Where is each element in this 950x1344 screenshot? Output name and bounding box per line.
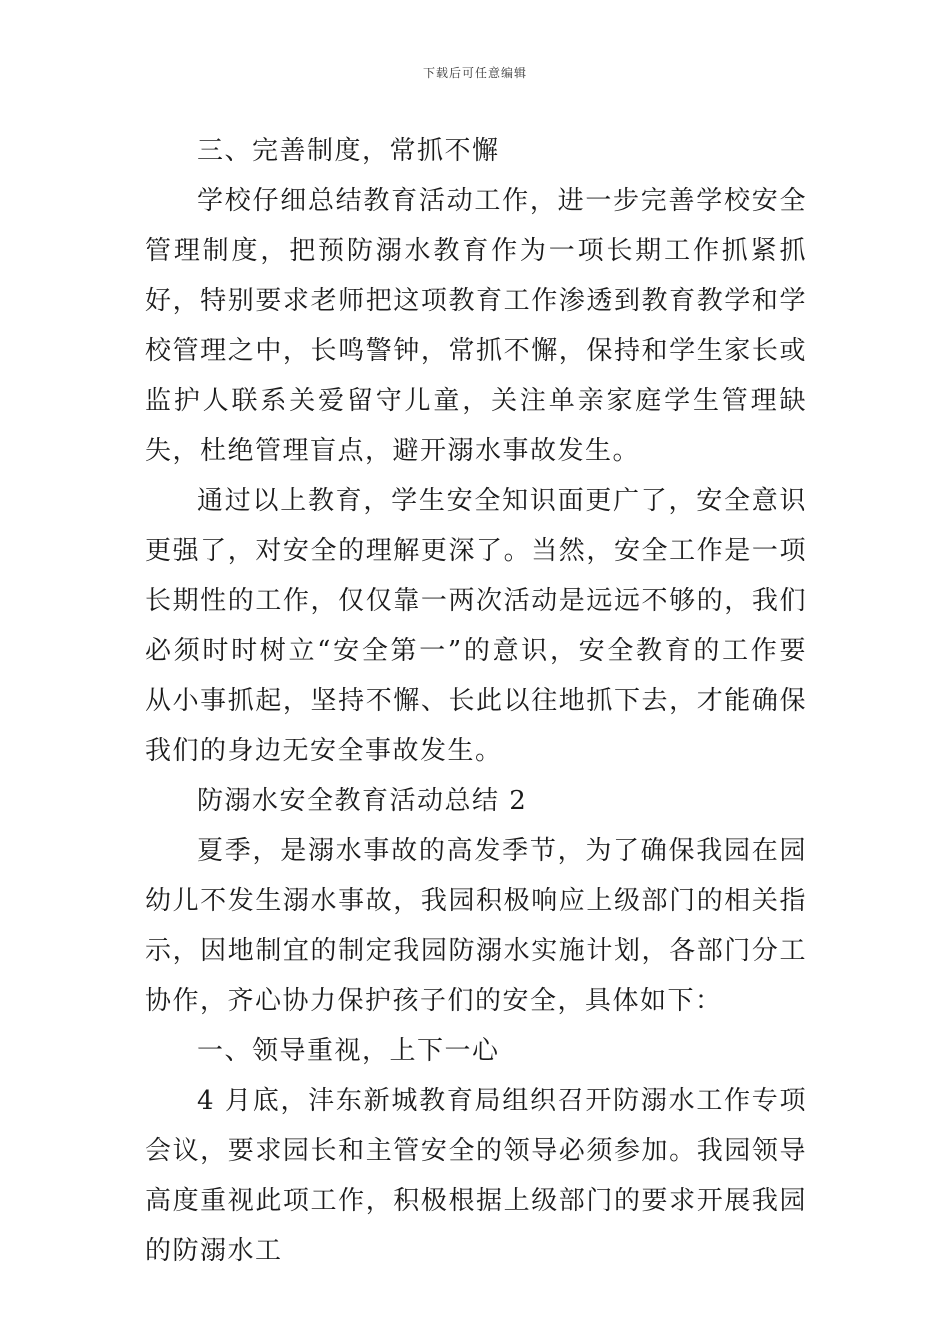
document-title-summary-2: 防溺水安全教育活动总结 2: [197, 786, 528, 816]
paragraph-education-results: 通过以上教育，学生安全知识面更广了，安全意识更强了，对安全的理解更深了。当然，安全工作是一项长期性的工作，仅仅靠一两次活动是远远不够的，我们必须时时树立“安全第一”的意识，安全教育的工作要从小事抓起，坚持不懈、长此以往地抓下去，才能确保我们的身边无安全事故发生。: [145, 486, 807, 766]
section-heading-improve-system: 三、完善制度，常抓不懈: [197, 136, 500, 166]
section-heading-leadership: 一、领导重视，上下一心: [197, 1036, 500, 1066]
paragraph-summer-intro: 夏季，是溺水事故的高发季节，为了确保我园在园幼儿不发生溺水事故，我园积极响应上级部门的相关指示，因地制宜的制定我园防溺水实施计划，各部门分工协作，齐心协力保护孩子们的安全，具体如下：: [145, 836, 807, 1016]
document-body: [145, 126, 807, 1276]
page-header-note: 下载后可任意编辑: [422, 66, 527, 80]
paragraph-april-meeting: 4 月底，沣东新城教育局组织召开防溺水工作专项会议，要求园长和主管安全的领导必须参加。我园领导高度重视此项工作，积极根据上级部门的要求开展我园的防溺水工: [145, 1086, 807, 1266]
paragraph-system-summary: 学校仔细总结教育活动工作，进一步完善学校安全管理制度，把预防溺水教育作为一项长期工作抓紧抓好，特别要求老师把这项教育工作渗透到教育教学和学校管理之中，长鸣警钟，常抓不懈，保持和学生家长或监护人联系关爱留守儿童，关注单亲家庭学生管理缺失，杜绝管理盲点，避开溺水事故发生。: [145, 186, 807, 466]
